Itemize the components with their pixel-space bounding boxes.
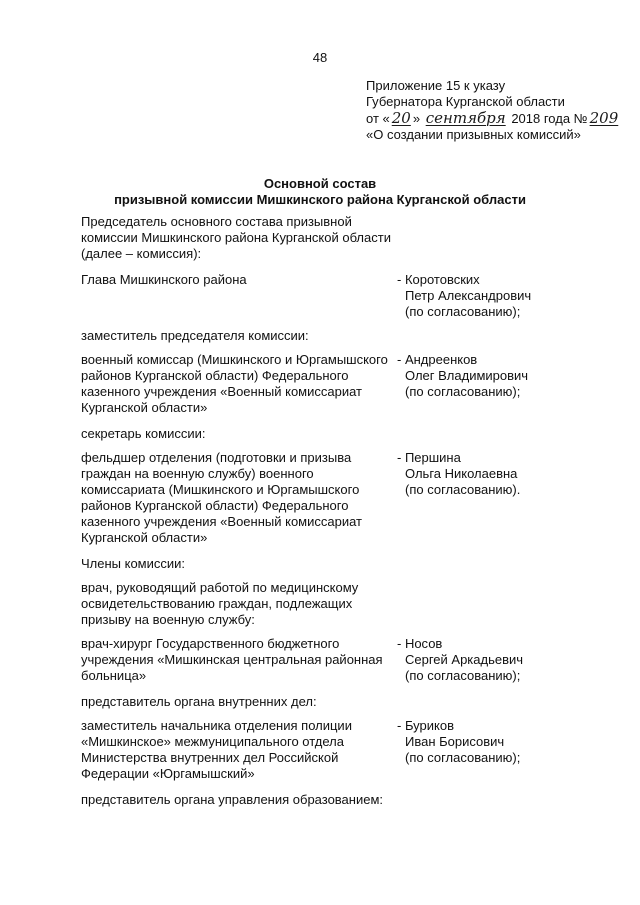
person-note: (по согласованию); bbox=[405, 750, 521, 765]
text-line: (далее – комиссия): bbox=[81, 246, 202, 261]
secretary-role bbox=[81, 450, 391, 546]
annex-block bbox=[366, 78, 626, 143]
text-line: больница» bbox=[81, 668, 147, 683]
person-surname: - Першина bbox=[397, 450, 461, 465]
person-name: Иван Борисович bbox=[405, 734, 505, 749]
text-line: «Мишкинское» межмуниципального отдела bbox=[81, 734, 344, 749]
text-line: граждан на военную службу) военного bbox=[81, 466, 314, 481]
text-line: комиссариата (Мишкинского и Юргамышского bbox=[81, 482, 360, 497]
police-person bbox=[397, 718, 627, 766]
annex-date-prefix: от « bbox=[366, 111, 390, 126]
text-line: Курганской области» bbox=[81, 400, 208, 415]
chairman-role bbox=[81, 272, 391, 288]
text-line: фельдшер отделения (подготовки и призыва bbox=[81, 450, 352, 465]
text-line: Председатель основного состава призывной bbox=[81, 214, 352, 229]
annex-line-4: «О создании призывных комиссий» bbox=[366, 127, 581, 142]
chairman-intro bbox=[81, 214, 411, 262]
secretary-person bbox=[397, 450, 627, 498]
deputy-role bbox=[81, 352, 391, 416]
surgeon-role bbox=[81, 636, 391, 684]
text-line: районов Курганской области) Федерального bbox=[81, 498, 349, 513]
deputy-header: заместитель председателя комиссии: bbox=[81, 328, 309, 343]
annex-year: 2018 года № bbox=[507, 111, 588, 126]
annex-line-2: Губернатора Курганской области bbox=[366, 94, 565, 109]
person-note: (по согласованию); bbox=[405, 668, 521, 683]
person-name: Ольга Николаевна bbox=[405, 466, 518, 481]
person-note: (по согласованию); bbox=[405, 384, 521, 399]
text-line: районов Курганской области) Федерального bbox=[81, 368, 349, 383]
text-line: врач, руководящий работой по медицинскому bbox=[81, 580, 359, 595]
annex-line-1: Приложение 15 к указу bbox=[366, 78, 506, 93]
text-line: военный комиссар (Мишкинского и Юргамышского bbox=[81, 352, 388, 367]
doc-title-line-1: Основной состав bbox=[263, 176, 377, 191]
text-line: заместитель начальника отделения полиции bbox=[81, 718, 352, 733]
text-line: казенного учреждения «Военный комиссариат bbox=[81, 514, 362, 529]
person-note: (по согласованию). bbox=[405, 482, 521, 497]
text-line: Министерства внутренних дел Российской bbox=[81, 750, 339, 765]
text-line: освидетельствованию граждан, подлежащих bbox=[81, 596, 353, 611]
page-number: 48 bbox=[312, 50, 328, 65]
text-line: Федерации «Юргамышский» bbox=[81, 766, 255, 781]
person-surname: - Буриков bbox=[397, 718, 455, 733]
text-line: врач-хирург Государственного бюджетного bbox=[81, 636, 340, 651]
doc-title-line-2: призывной комиссии Мишкинского района Курганской области bbox=[114, 192, 526, 207]
text-line: Глава Мишкинского района bbox=[81, 272, 247, 287]
police-header: представитель органа внутренних дел: bbox=[81, 694, 317, 709]
doctor-header bbox=[81, 580, 401, 628]
surgeon-person bbox=[397, 636, 627, 684]
person-name: Сергей Аркадьевич bbox=[405, 652, 524, 667]
members-header: Члены комиссии: bbox=[81, 556, 186, 571]
education-header: представитель органа управления образованием: bbox=[81, 792, 384, 807]
person-surname: - Андреенков bbox=[397, 352, 478, 367]
handwritten-day: 20 bbox=[391, 109, 411, 127]
annex-date-sep: » bbox=[412, 111, 424, 126]
handwritten-number: 209 bbox=[589, 109, 619, 127]
text-line: комиссии Мишкинского района Курганской области bbox=[81, 230, 391, 245]
secretary-header: секретарь комиссии: bbox=[81, 426, 206, 441]
person-name: Олег Владимирович bbox=[405, 368, 529, 383]
police-role bbox=[81, 718, 391, 782]
handwritten-month: сентября bbox=[425, 109, 506, 127]
deputy-person bbox=[397, 352, 627, 400]
chairman-person bbox=[397, 272, 627, 320]
text-line: призыву на военную службу: bbox=[81, 612, 255, 627]
person-name: Петр Александрович bbox=[405, 288, 532, 303]
text-line: учреждения «Мишкинская центральная районная bbox=[81, 652, 383, 667]
person-surname: - Коротовских bbox=[397, 272, 480, 287]
text-line: Курганской области» bbox=[81, 530, 208, 545]
text-line: казенного учреждения «Военный комиссариат bbox=[81, 384, 362, 399]
person-surname: - Носов bbox=[397, 636, 443, 651]
person-note: (по согласованию); bbox=[405, 304, 521, 319]
annex-line-3 bbox=[366, 110, 626, 127]
